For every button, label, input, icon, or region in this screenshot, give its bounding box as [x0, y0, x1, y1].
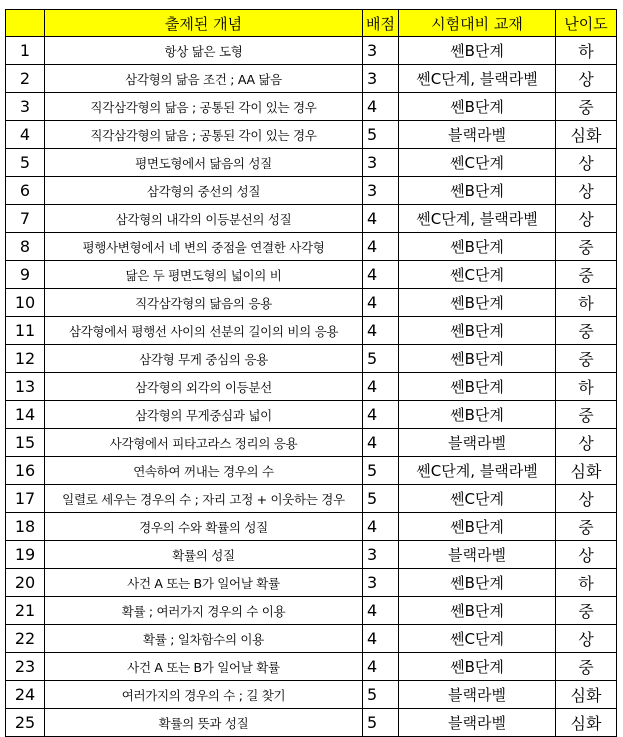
table-row — [6, 205, 617, 233]
score-cell[interactable]: 5 — [363, 485, 399, 513]
table-row — [6, 121, 617, 149]
level-cell[interactable]: 중 — [556, 93, 617, 121]
level-cell[interactable]: 중 — [556, 345, 617, 373]
level-cell[interactable]: 상 — [556, 177, 617, 205]
score-cell[interactable]: 3 — [363, 177, 399, 205]
concept-cell[interactable]: 사각형에서 피타고라스 정리의 응용 — [45, 429, 363, 457]
book-cell[interactable]: 쎈C단계, 블랙라벨 — [399, 205, 556, 233]
book-cell[interactable]: 쎈B단계 — [399, 373, 556, 401]
score-cell[interactable]: 4 — [363, 513, 399, 541]
concept-cell[interactable]: 확률의 성질 — [45, 541, 363, 569]
table-row — [6, 597, 617, 625]
book-cell[interactable]: 블랙라벨 — [399, 429, 556, 457]
row-number-cell[interactable]: 10 — [6, 289, 45, 317]
table-row — [6, 93, 617, 121]
concept-cell[interactable]: 직각삼각형의 닮음 ; 공통된 각이 있는 경우 — [45, 93, 363, 121]
score-cell[interactable]: 3 — [363, 569, 399, 597]
score-cell[interactable]: 4 — [363, 429, 399, 457]
concept-cell[interactable]: 경우의 수와 확률의 성질 — [45, 513, 363, 541]
table-row — [6, 345, 617, 373]
level-cell[interactable]: 상 — [556, 65, 617, 93]
concept-cell[interactable]: 삼각형의 닮음 조건 ; AA 닮음 — [45, 65, 363, 93]
table-row — [6, 177, 617, 205]
level-cell[interactable]: 중 — [556, 401, 617, 429]
level-cell[interactable]: 중 — [556, 317, 617, 345]
level-cell[interactable]: 하 — [556, 569, 617, 597]
score-cell[interactable]: 5 — [363, 709, 399, 737]
row-number-cell[interactable]: 3 — [6, 93, 45, 121]
table-row — [6, 625, 617, 653]
level-cell[interactable]: 하 — [556, 289, 617, 317]
row-number-cell[interactable]: 24 — [6, 681, 45, 709]
score-cell[interactable]: 3 — [363, 149, 399, 177]
book-cell[interactable]: 쎈C단계 — [399, 485, 556, 513]
book-cell[interactable]: 블랙라벨 — [399, 681, 556, 709]
row-number-cell[interactable]: 20 — [6, 569, 45, 597]
book-cell[interactable]: 쎈B단계 — [399, 513, 556, 541]
score-cell[interactable]: 4 — [363, 289, 399, 317]
table-row — [6, 261, 617, 289]
book-cell[interactable]: 쎈C단계, 블랙라벨 — [399, 457, 556, 485]
book-cell[interactable]: 블랙라벨 — [399, 541, 556, 569]
level-cell[interactable]: 중 — [556, 653, 617, 681]
table-row — [6, 429, 617, 457]
row-number-cell[interactable]: 7 — [6, 205, 45, 233]
book-cell[interactable]: 쎈B단계 — [399, 177, 556, 205]
table-row — [6, 681, 617, 709]
book-cell[interactable]: 쎈B단계 — [399, 345, 556, 373]
concept-cell[interactable]: 연속하여 꺼내는 경우의 수 — [45, 457, 363, 485]
table-row — [6, 317, 617, 345]
book-cell[interactable]: 쎈C단계 — [399, 625, 556, 653]
row-number-cell[interactable]: 13 — [6, 373, 45, 401]
header-score[interactable]: 배점 — [363, 10, 399, 37]
book-cell[interactable]: 쎈C단계, 블랙라벨 — [399, 65, 556, 93]
concept-cell[interactable]: 항상 닮은 도형 — [45, 37, 363, 65]
row-number-cell[interactable]: 1 — [6, 37, 45, 65]
book-cell[interactable]: 쎈B단계 — [399, 569, 556, 597]
level-cell[interactable]: 상 — [556, 625, 617, 653]
header-book[interactable]: 시험대비 교재 — [399, 10, 556, 37]
concept-cell[interactable]: 확률의 뜻과 성질 — [45, 709, 363, 737]
concept-cell[interactable]: 평면도형에서 닮음의 성질 — [45, 149, 363, 177]
table-row — [6, 149, 617, 177]
row-number-cell[interactable]: 12 — [6, 345, 45, 373]
score-cell[interactable]: 5 — [363, 345, 399, 373]
level-cell[interactable]: 중 — [556, 597, 617, 625]
concept-cell[interactable]: 삼각형의 외각의 이등분선 — [45, 373, 363, 401]
concept-cell[interactable]: 확률 ; 일차함수의 이용 — [45, 625, 363, 653]
table-row — [6, 541, 617, 569]
level-cell[interactable]: 상 — [556, 485, 617, 513]
level-cell[interactable]: 상 — [556, 429, 617, 457]
row-number-cell[interactable]: 17 — [6, 485, 45, 513]
score-cell[interactable]: 5 — [363, 681, 399, 709]
level-cell[interactable]: 상 — [556, 149, 617, 177]
concept-cell[interactable]: 삼각형의 내각의 이등분선의 성질 — [45, 205, 363, 233]
level-cell[interactable]: 중 — [556, 233, 617, 261]
table-row — [6, 569, 617, 597]
table-row — [6, 233, 617, 261]
row-number-cell[interactable]: 9 — [6, 261, 45, 289]
row-number-cell[interactable]: 6 — [6, 177, 45, 205]
level-cell[interactable]: 중 — [556, 261, 617, 289]
header-row — [6, 10, 617, 37]
table-row — [6, 709, 617, 737]
table-row — [6, 373, 617, 401]
level-cell[interactable]: 심화 — [556, 709, 617, 737]
concept-cell[interactable]: 직각삼각형의 닮음 ; 공통된 각이 있는 경우 — [45, 121, 363, 149]
table-row — [6, 401, 617, 429]
score-cell[interactable]: 5 — [363, 457, 399, 485]
table-row — [6, 457, 617, 485]
row-number-cell[interactable]: 21 — [6, 597, 45, 625]
concept-cell[interactable]: 확률 ; 여러가지 경우의 수 이용 — [45, 597, 363, 625]
book-cell[interactable]: 쎈B단계 — [399, 289, 556, 317]
header-concept[interactable]: 출제된 개념 — [45, 10, 363, 37]
table-row — [6, 485, 617, 513]
score-cell[interactable]: 4 — [363, 261, 399, 289]
exam-concept-table — [5, 9, 617, 737]
level-cell[interactable]: 심화 — [556, 681, 617, 709]
score-cell[interactable]: 4 — [363, 317, 399, 345]
level-cell[interactable]: 심화 — [556, 457, 617, 485]
table-row — [6, 289, 617, 317]
score-cell[interactable]: 4 — [363, 597, 399, 625]
row-number-cell[interactable]: 22 — [6, 625, 45, 653]
concept-cell[interactable]: 닮은 두 평면도형의 넓이의 비 — [45, 261, 363, 289]
concept-cell[interactable]: 삼각형의 무게중심과 넓이 — [45, 401, 363, 429]
score-cell[interactable]: 3 — [363, 65, 399, 93]
score-cell[interactable]: 4 — [363, 205, 399, 233]
level-cell[interactable]: 하 — [556, 37, 617, 65]
row-number-cell[interactable]: 11 — [6, 317, 45, 345]
score-cell[interactable]: 4 — [363, 93, 399, 121]
book-cell[interactable]: 쎈C단계 — [399, 261, 556, 289]
score-cell[interactable]: 3 — [363, 541, 399, 569]
concept-cell[interactable]: 여러가지의 경우의 수 ; 길 찾기 — [45, 681, 363, 709]
concept-cell[interactable]: 삼각형 무게 중심의 응용 — [45, 345, 363, 373]
concept-cell[interactable]: 삼각형의 중선의 성질 — [45, 177, 363, 205]
row-number-cell[interactable]: 8 — [6, 233, 45, 261]
table-row — [6, 653, 617, 681]
score-cell[interactable]: 4 — [363, 653, 399, 681]
row-number-cell[interactable]: 25 — [6, 709, 45, 737]
row-number-cell[interactable]: 19 — [6, 541, 45, 569]
book-cell[interactable]: 쎈B단계 — [399, 653, 556, 681]
book-cell[interactable]: 블랙라벨 — [399, 121, 556, 149]
score-cell[interactable]: 3 — [363, 37, 399, 65]
level-cell[interactable]: 하 — [556, 373, 617, 401]
concept-cell[interactable]: 평행사변형에서 네 변의 중점을 연결한 사각형 — [45, 233, 363, 261]
concept-cell[interactable]: 사건 A 또는 B가 일어날 확률 — [45, 653, 363, 681]
score-cell[interactable]: 4 — [363, 373, 399, 401]
header-level[interactable]: 난이도 — [556, 10, 617, 37]
book-cell[interactable]: 쎈B단계 — [399, 233, 556, 261]
row-number-cell[interactable]: 14 — [6, 401, 45, 429]
row-number-cell[interactable]: 23 — [6, 653, 45, 681]
table-row — [6, 65, 617, 93]
level-cell[interactable]: 상 — [556, 205, 617, 233]
row-number-cell[interactable]: 15 — [6, 429, 45, 457]
level-cell[interactable]: 상 — [556, 541, 617, 569]
book-cell[interactable]: 쎈C단계 — [399, 149, 556, 177]
concept-cell[interactable]: 직각삼각형의 닮음의 응용 — [45, 289, 363, 317]
table-row — [6, 513, 617, 541]
book-cell[interactable]: 쎈B단계 — [399, 37, 556, 65]
level-cell[interactable]: 심화 — [556, 121, 617, 149]
score-cell[interactable]: 4 — [363, 401, 399, 429]
score-cell[interactable]: 5 — [363, 121, 399, 149]
level-cell[interactable]: 중 — [556, 513, 617, 541]
row-number-cell[interactable]: 18 — [6, 513, 45, 541]
row-number-cell[interactable]: 5 — [6, 149, 45, 177]
score-cell[interactable]: 4 — [363, 233, 399, 261]
book-cell[interactable]: 쎈B단계 — [399, 317, 556, 345]
book-cell[interactable]: 쎈B단계 — [399, 93, 556, 121]
row-number-cell[interactable]: 16 — [6, 457, 45, 485]
concept-cell[interactable]: 일렬로 세우는 경우의 수 ; 자리 고정 + 이웃하는 경우 — [45, 485, 363, 513]
book-cell[interactable]: 쎈B단계 — [399, 597, 556, 625]
header-no[interactable] — [6, 10, 45, 37]
row-number-cell[interactable]: 2 — [6, 65, 45, 93]
concept-cell[interactable]: 삼각형에서 평행선 사이의 선분의 길이의 비의 응용 — [45, 317, 363, 345]
book-cell[interactable]: 블랙라벨 — [399, 709, 556, 737]
row-number-cell[interactable]: 4 — [6, 121, 45, 149]
table-row — [6, 37, 617, 65]
concept-cell[interactable]: 사건 A 또는 B가 일어날 확률 — [45, 569, 363, 597]
book-cell[interactable]: 쎈B단계 — [399, 401, 556, 429]
score-cell[interactable]: 4 — [363, 625, 399, 653]
